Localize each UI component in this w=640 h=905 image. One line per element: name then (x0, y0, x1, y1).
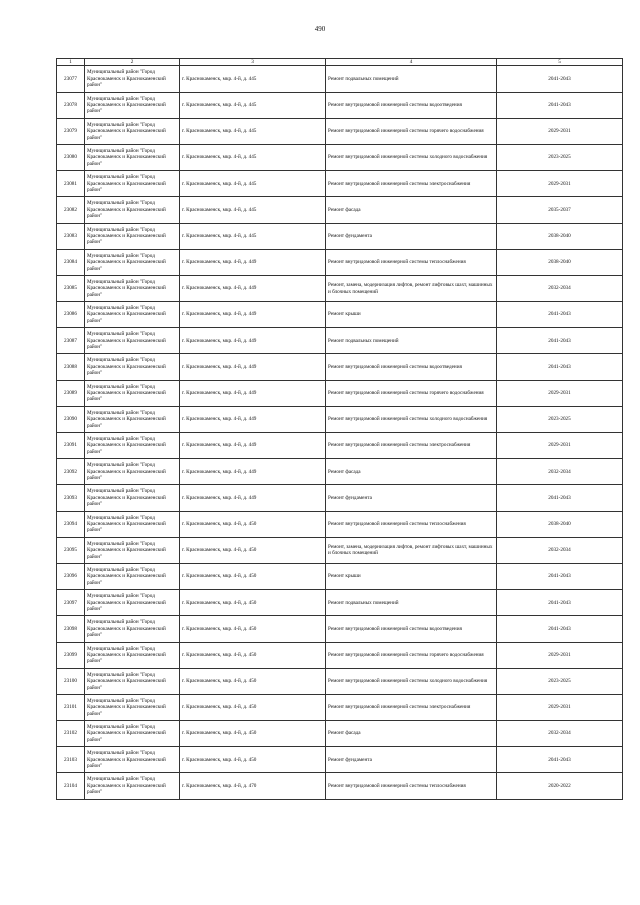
table-row (57, 197, 623, 223)
table-row (57, 275, 623, 301)
municipality-cell: Муниципальный район "Город Краснокаменск и Краснокаменский район" (85, 275, 180, 301)
table-row (57, 616, 623, 642)
row-number-cell: 23095 (57, 537, 85, 563)
period-cell: 2041-2043 (497, 354, 623, 380)
table-row (57, 485, 623, 511)
column-header: 2 (85, 59, 180, 66)
row-number-cell: 23101 (57, 694, 85, 720)
period-cell: 2038-2040 (497, 511, 623, 537)
work-type-cell: Ремонт крыши (326, 302, 497, 328)
table-row (57, 380, 623, 406)
work-type-cell: Ремонт внутридомовой инженерной системы теплоснабжения (326, 773, 497, 799)
table-row (57, 328, 623, 354)
row-number-cell: 23086 (57, 302, 85, 328)
address-cell: г. Краснокаменск, мкр. 4-й, д. 449 (180, 433, 326, 459)
table-row (57, 92, 623, 118)
work-type-cell: Ремонт, замена, модернизация лифтов, ремонт лифтовых шахт, машинных и блочных помещений (326, 275, 497, 301)
row-number-cell: 23091 (57, 433, 85, 459)
table-row (57, 433, 623, 459)
period-cell: 2020-2022 (497, 773, 623, 799)
table-row (57, 642, 623, 668)
municipality-cell: Муниципальный район "Город Краснокаменск и Краснокаменский район" (85, 328, 180, 354)
address-cell: г. Краснокаменск, мкр. 4-й, д. 449 (180, 380, 326, 406)
period-cell: 2029-2031 (497, 694, 623, 720)
address-cell: г. Краснокаменск, мкр. 4-й, д. 445 (180, 66, 326, 92)
work-type-cell: Ремонт внутридомовой инженерной системы теплоснабжения (326, 511, 497, 537)
address-cell: г. Краснокаменск, мкр. 4-й, д. 450 (180, 747, 326, 773)
work-type-cell: Ремонт внутридомовой инженерной системы электроснабжения (326, 171, 497, 197)
period-cell: 2041-2043 (497, 92, 623, 118)
municipality-cell: Муниципальный район "Город Краснокаменск и Краснокаменский район" (85, 144, 180, 170)
address-cell: г. Краснокаменск, мкр. 4-й, д. 450 (180, 511, 326, 537)
table-row (57, 537, 623, 563)
row-number-cell: 23078 (57, 92, 85, 118)
work-type-cell: Ремонт внутридомовой инженерной системы холодного водоснабжения (326, 668, 497, 694)
municipality-cell: Муниципальный район "Город Краснокаменск и Краснокаменский район" (85, 354, 180, 380)
row-number-cell: 23097 (57, 590, 85, 616)
row-number-cell: 23084 (57, 249, 85, 275)
table-row (57, 171, 623, 197)
table-row (57, 694, 623, 720)
table-row (57, 590, 623, 616)
table-row (57, 223, 623, 249)
table-row (57, 511, 623, 537)
period-cell: 2023-2025 (497, 668, 623, 694)
row-number-cell: 23103 (57, 747, 85, 773)
table-row (57, 668, 623, 694)
table-row (57, 459, 623, 485)
municipality-cell: Муниципальный район "Город Краснокаменск и Краснокаменский район" (85, 563, 180, 589)
row-number-cell: 23096 (57, 563, 85, 589)
address-cell: г. Краснокаменск, мкр. 4-й, д. 449 (180, 485, 326, 511)
municipality-cell: Муниципальный район "Город Краснокаменск и Краснокаменский район" (85, 642, 180, 668)
period-cell: 2041-2043 (497, 590, 623, 616)
address-cell: г. Краснокаменск, мкр. 4-й, д. 450 (180, 590, 326, 616)
work-type-cell: Ремонт фундамента (326, 223, 497, 249)
period-cell: 2029-2031 (497, 118, 623, 144)
column-header: 5 (497, 59, 623, 66)
period-cell: 2029-2031 (497, 380, 623, 406)
period-cell: 2038-2040 (497, 249, 623, 275)
period-cell: 2041-2043 (497, 485, 623, 511)
row-number-cell: 23081 (57, 171, 85, 197)
work-type-cell: Ремонт подвальных помещений (326, 66, 497, 92)
row-number-cell: 23089 (57, 380, 85, 406)
address-cell: г. Краснокаменск, мкр. 4-й, д. 449 (180, 302, 326, 328)
period-cell: 2029-2031 (497, 433, 623, 459)
row-number-cell: 23098 (57, 616, 85, 642)
work-type-cell: Ремонт фундамента (326, 747, 497, 773)
work-type-cell: Ремонт фундамента (326, 485, 497, 511)
address-cell: г. Краснокаменск, мкр. 4-й, д. 449 (180, 249, 326, 275)
address-cell: г. Краснокаменск, мкр. 4-й, д. 450 (180, 537, 326, 563)
period-cell: 2038-2040 (497, 223, 623, 249)
address-cell: г. Краснокаменск, мкр. 4-й, д. 449 (180, 354, 326, 380)
work-type-cell: Ремонт внутридомовой инженерной системы водоотведения (326, 92, 497, 118)
row-number-cell: 23088 (57, 354, 85, 380)
table-row (57, 773, 623, 799)
table-row (57, 354, 623, 380)
address-cell: г. Краснокаменск, мкр. 4-й, д. 445 (180, 223, 326, 249)
address-cell: г. Краснокаменск, мкр. 4-й, д. 445 (180, 171, 326, 197)
period-cell: 2032-2034 (497, 721, 623, 747)
municipality-cell: Муниципальный район "Город Краснокаменск и Краснокаменский район" (85, 223, 180, 249)
row-number-cell: 23077 (57, 66, 85, 92)
row-number-cell: 23092 (57, 459, 85, 485)
address-cell: г. Краснокаменск, мкр. 4-й, д. 450 (180, 668, 326, 694)
municipality-cell: Муниципальный район "Город Краснокаменск и Краснокаменский район" (85, 694, 180, 720)
municipality-cell: Муниципальный район "Город Краснокаменск и Краснокаменский район" (85, 197, 180, 223)
row-number-cell: 23090 (57, 406, 85, 432)
work-type-cell: Ремонт фасада (326, 197, 497, 223)
address-cell: г. Краснокаменск, мкр. 4-й, д. 445 (180, 144, 326, 170)
row-number-cell: 23104 (57, 773, 85, 799)
municipality-cell: Муниципальный район "Город Краснокаменск и Краснокаменский район" (85, 747, 180, 773)
work-type-cell: Ремонт внутридомовой инженерной системы электроснабжения (326, 433, 497, 459)
table-row (57, 66, 623, 92)
table-row (57, 721, 623, 747)
table-row (57, 118, 623, 144)
municipality-cell: Муниципальный район "Город Краснокаменск и Краснокаменский район" (85, 616, 180, 642)
row-number-cell: 23079 (57, 118, 85, 144)
municipality-cell: Муниципальный район "Город Краснокаменск и Краснокаменский район" (85, 459, 180, 485)
municipality-cell: Муниципальный район "Город Краснокаменск и Краснокаменский район" (85, 721, 180, 747)
period-cell: 2023-2025 (497, 406, 623, 432)
row-number-cell: 23082 (57, 197, 85, 223)
municipality-cell: Муниципальный район "Город Краснокаменск и Краснокаменский район" (85, 485, 180, 511)
municipality-cell: Муниципальный район "Город Краснокаменск и Краснокаменский район" (85, 92, 180, 118)
work-type-cell: Ремонт внутридомовой инженерной системы холодного водоснабжения (326, 144, 497, 170)
column-header: 4 (326, 59, 497, 66)
page-number: 490 (314, 25, 326, 33)
period-cell: 2041-2043 (497, 747, 623, 773)
municipality-cell: Муниципальный район "Город Краснокаменск и Краснокаменский район" (85, 118, 180, 144)
municipality-cell: Муниципальный район "Город Краснокаменск и Краснокаменский район" (85, 406, 180, 432)
municipality-cell: Муниципальный район "Город Краснокаменск и Краснокаменский район" (85, 668, 180, 694)
table-row (57, 249, 623, 275)
municipality-cell: Муниципальный район "Город Краснокаменск и Краснокаменский район" (85, 302, 180, 328)
municipality-cell: Муниципальный район "Город Краснокаменск и Краснокаменский район" (85, 773, 180, 799)
municipality-cell: Муниципальный район "Город Краснокаменск и Краснокаменский район" (85, 511, 180, 537)
period-cell: 2041-2043 (497, 328, 623, 354)
address-cell: г. Краснокаменск, мкр. 4-й, д. 445 (180, 118, 326, 144)
table-header-row (57, 59, 623, 66)
row-number-cell: 23083 (57, 223, 85, 249)
work-type-cell: Ремонт подвальных помещений (326, 590, 497, 616)
work-type-cell: Ремонт фасада (326, 721, 497, 747)
work-type-cell: Ремонт внутридомовой инженерной системы холодного водоснабжения (326, 406, 497, 432)
period-cell: 2035-2037 (497, 197, 623, 223)
municipality-cell: Муниципальный район "Город Краснокаменск и Краснокаменский район" (85, 171, 180, 197)
work-type-cell: Ремонт внутридомовой инженерной системы теплоснабжения (326, 249, 497, 275)
period-cell: 2041-2043 (497, 563, 623, 589)
row-number-cell: 23093 (57, 485, 85, 511)
municipality-cell: Муниципальный район "Город Краснокаменск и Краснокаменский район" (85, 66, 180, 92)
table-row (57, 747, 623, 773)
work-type-cell: Ремонт внутридомовой инженерной системы горячего водоснабжения (326, 380, 497, 406)
row-number-cell: 23087 (57, 328, 85, 354)
row-number-cell: 23100 (57, 668, 85, 694)
table-row (57, 563, 623, 589)
work-type-cell: Ремонт крыши (326, 563, 497, 589)
period-cell: 2032-2034 (497, 537, 623, 563)
address-cell: г. Краснокаменск, мкр. 4-й, д. 449 (180, 275, 326, 301)
work-type-cell: Ремонт, замена, модернизация лифтов, ремонт лифтовых шахт, машинных и блочных помещений (326, 537, 497, 563)
row-number-cell: 23080 (57, 144, 85, 170)
period-cell: 2032-2034 (497, 275, 623, 301)
address-cell: г. Краснокаменск, мкр. 4-й, д. 450 (180, 721, 326, 747)
period-cell: 2041-2043 (497, 616, 623, 642)
period-cell: 2029-2031 (497, 171, 623, 197)
address-cell: г. Краснокаменск, мкр. 4-й, д. 445 (180, 197, 326, 223)
row-number-cell: 23094 (57, 511, 85, 537)
municipality-cell: Муниципальный район "Город Краснокаменск и Краснокаменский район" (85, 249, 180, 275)
table-row (57, 406, 623, 432)
table-row (57, 302, 623, 328)
address-cell: г. Краснокаменск, мкр. 4-й, д. 450 (180, 642, 326, 668)
work-type-cell: Ремонт внутридомовой инженерной системы водоотведения (326, 354, 497, 380)
address-cell: г. Краснокаменск, мкр. 4-й, д. 470 (180, 773, 326, 799)
address-cell: г. Краснокаменск, мкр. 4-й, д. 450 (180, 694, 326, 720)
address-cell: г. Краснокаменск, мкр. 4-й, д. 445 (180, 92, 326, 118)
repair-schedule-table (56, 58, 623, 800)
period-cell: 2023-2025 (497, 144, 623, 170)
work-type-cell: Ремонт внутридомовой инженерной системы горячего водоснабжения (326, 642, 497, 668)
row-number-cell: 23102 (57, 721, 85, 747)
work-type-cell: Ремонт фасада (326, 459, 497, 485)
period-cell: 2029-2031 (497, 642, 623, 668)
work-type-cell: Ремонт подвальных помещений (326, 328, 497, 354)
address-cell: г. Краснокаменск, мкр. 4-й, д. 449 (180, 406, 326, 432)
municipality-cell: Муниципальный район "Город Краснокаменск и Краснокаменский район" (85, 590, 180, 616)
address-cell: г. Краснокаменск, мкр. 4-й, д. 450 (180, 563, 326, 589)
municipality-cell: Муниципальный район "Город Краснокаменск и Краснокаменский район" (85, 380, 180, 406)
work-type-cell: Ремонт внутридомовой инженерной системы электроснабжения (326, 694, 497, 720)
column-header: 3 (180, 59, 326, 66)
municipality-cell: Муниципальный район "Город Краснокаменск и Краснокаменский район" (85, 537, 180, 563)
work-type-cell: Ремонт внутридомовой инженерной системы горячего водоснабжения (326, 118, 497, 144)
period-cell: 2041-2043 (497, 302, 623, 328)
column-header: 1 (57, 59, 85, 66)
row-number-cell: 23099 (57, 642, 85, 668)
municipality-cell: Муниципальный район "Город Краснокаменск и Краснокаменский район" (85, 433, 180, 459)
period-cell: 2032-2034 (497, 459, 623, 485)
work-type-cell: Ремонт внутридомовой инженерной системы водоотведения (326, 616, 497, 642)
row-number-cell: 23085 (57, 275, 85, 301)
address-cell: г. Краснокаменск, мкр. 4-й, д. 449 (180, 328, 326, 354)
address-cell: г. Краснокаменск, мкр. 4-й, д. 450 (180, 616, 326, 642)
address-cell: г. Краснокаменск, мкр. 4-й, д. 449 (180, 459, 326, 485)
period-cell: 2041-2043 (497, 66, 623, 92)
table-row (57, 144, 623, 170)
